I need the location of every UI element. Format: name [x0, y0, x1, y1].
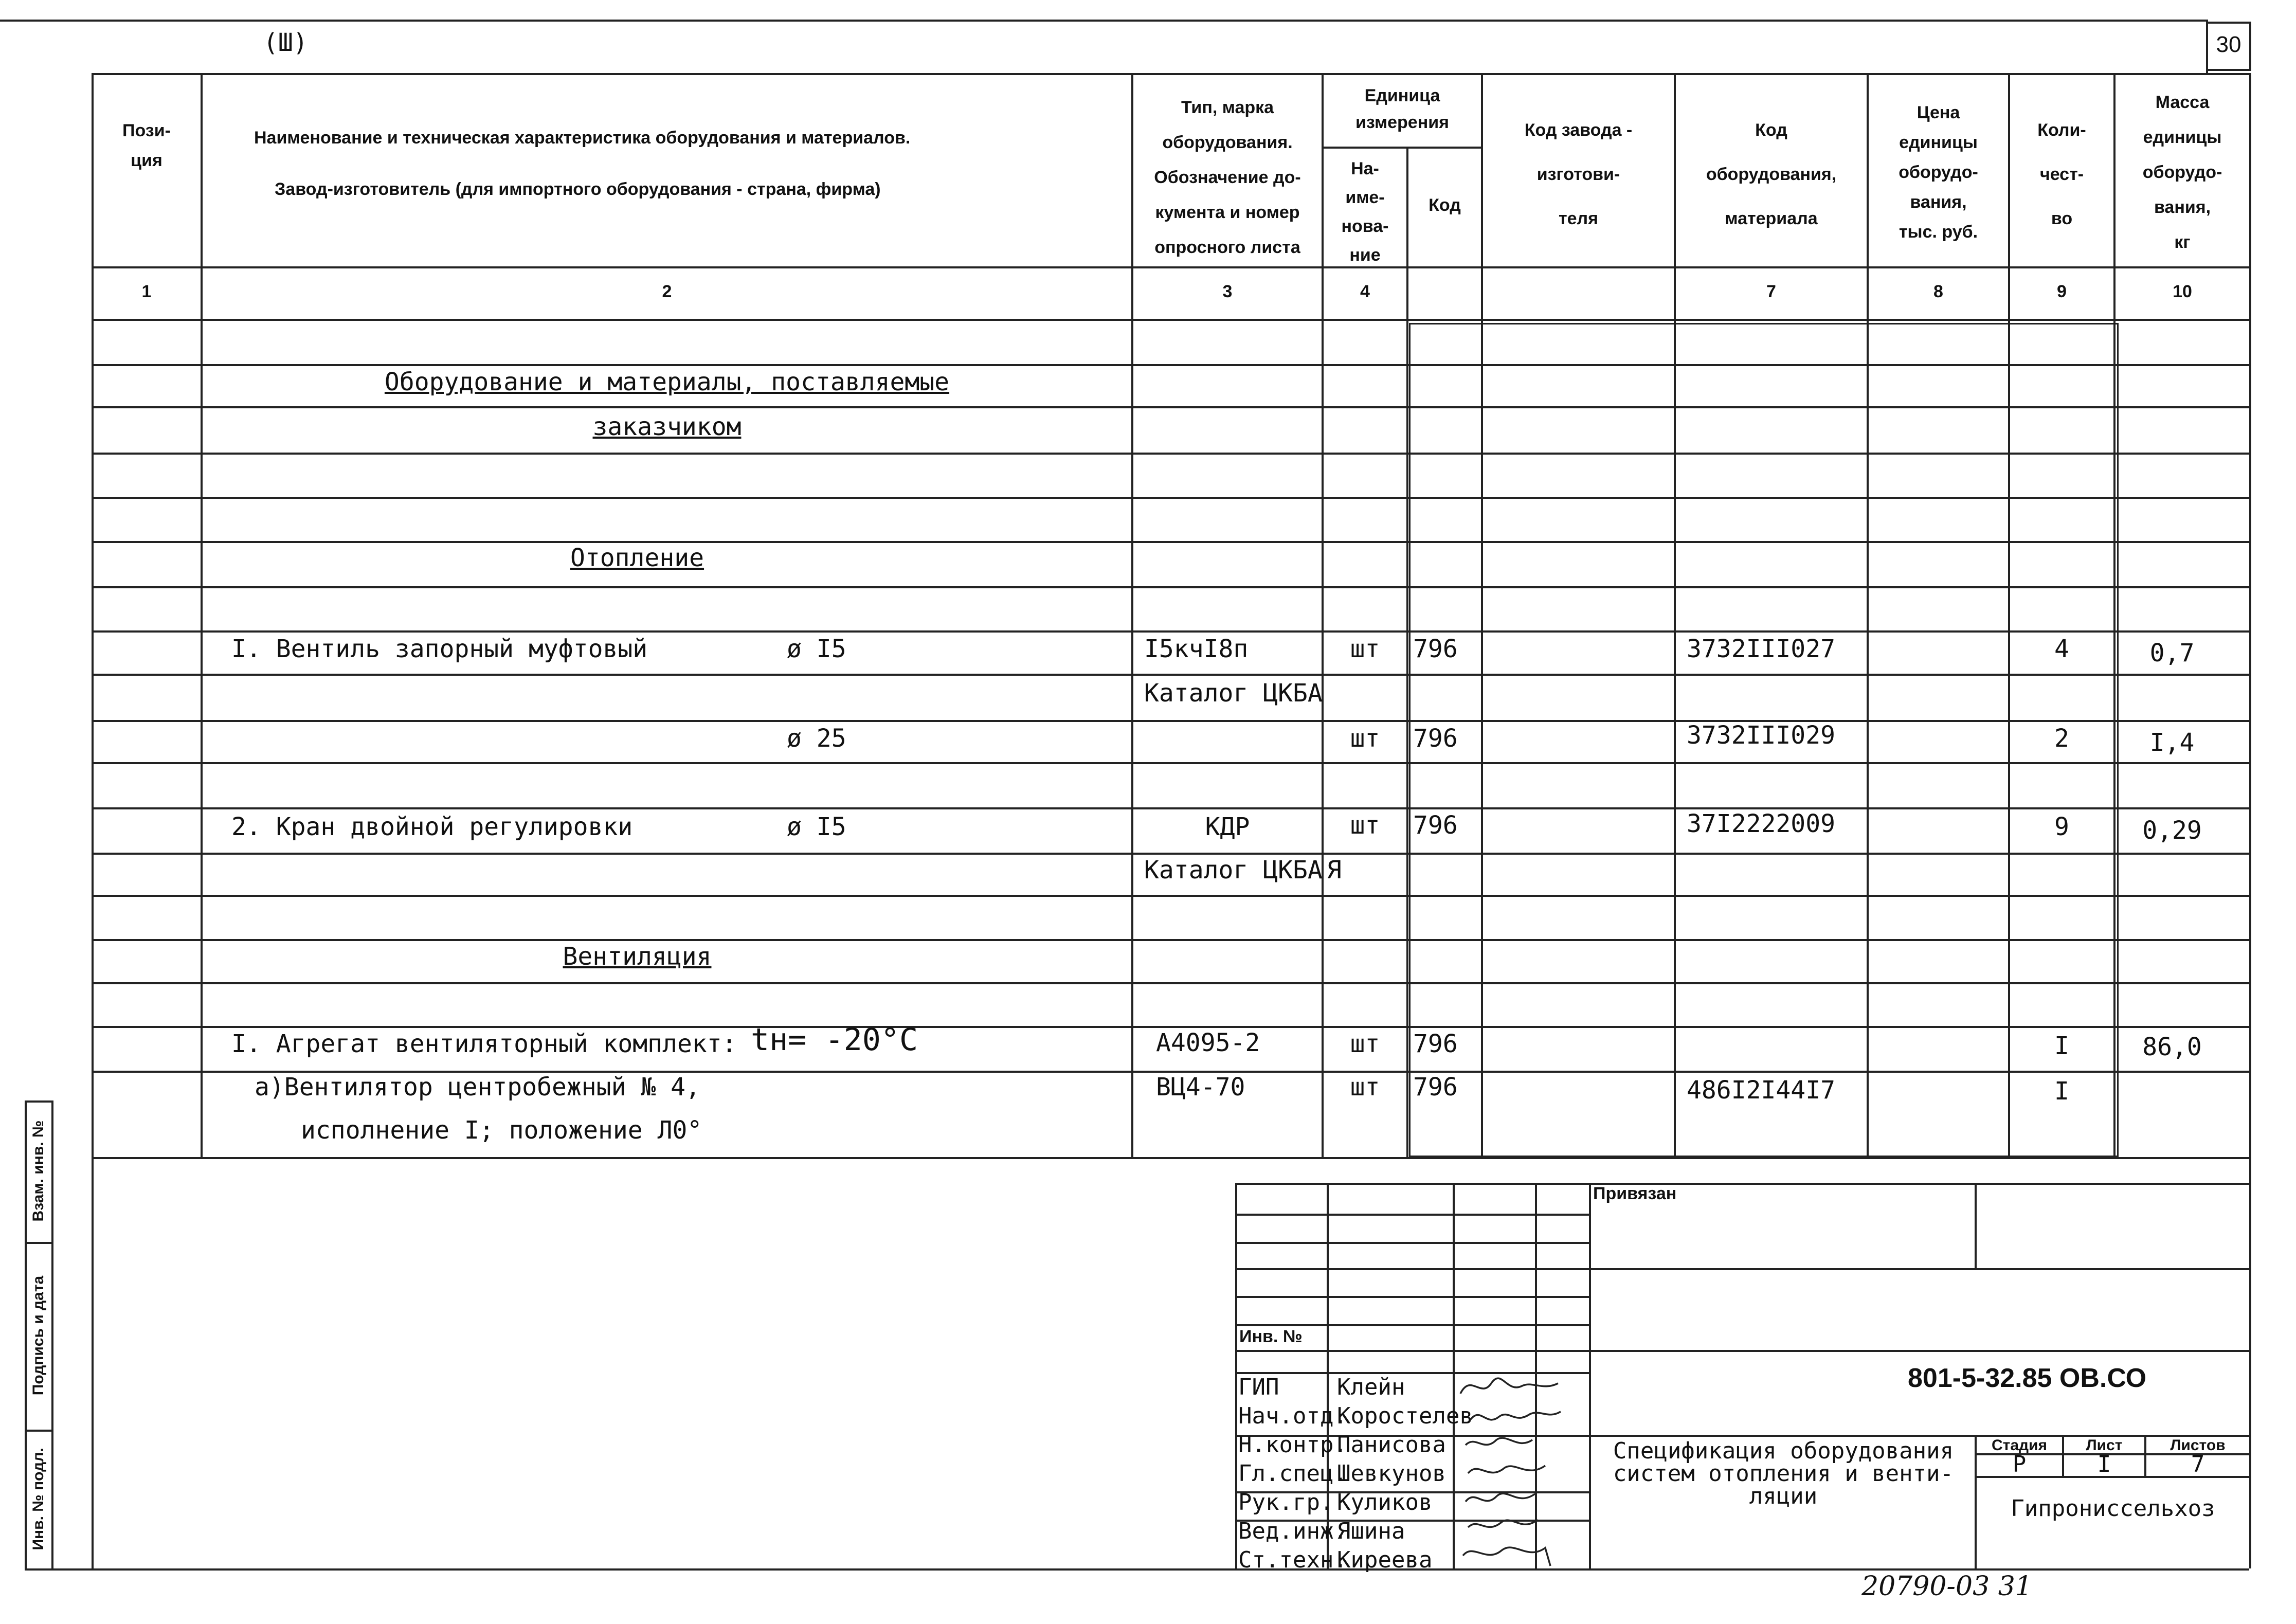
row4-unit: шт	[1350, 811, 1380, 840]
side-label-replacement-inv: Взам. инв. №	[30, 1120, 47, 1222]
row4-name: 2. Кран двойной регулировки	[231, 813, 633, 841]
stamp-organization: Гипрониссельхоз	[2011, 1495, 2215, 1522]
section-title-line2: заказчиком	[592, 412, 742, 441]
stamp-names: Клейн Коростелев Панисова Шевкунов Куликов Яшина Киреева	[1337, 1374, 1473, 1573]
row1-type: I5кчI8п	[1144, 635, 1249, 663]
stamp-inv-no: Инв. №	[1239, 1327, 1303, 1346]
stamp-sheet: I	[2097, 1451, 2111, 1477]
header-unit-name: На- име- нова- ние	[1341, 159, 1389, 265]
row1-name: I. Вентиль запорный муфтовый	[231, 635, 648, 663]
stamp-sheet-label: Лист	[2086, 1437, 2123, 1454]
sheet-label: (Ш)	[263, 28, 308, 57]
footer-archive-number: 20790-03 31	[1861, 1571, 2032, 1602]
header-name: Наименование и техническая характеристика оборудования и материалов. Завод-изготовитель (для импортного оборудования - страна, фирма)	[254, 128, 911, 199]
row7-unit-code: 796	[1413, 1073, 1458, 1102]
row1-diameter: ø I5	[787, 635, 846, 663]
heating-title: Отопление	[570, 544, 704, 572]
stamp-sheets: 7	[2191, 1451, 2205, 1477]
stamp-stage-label: Стадия	[1991, 1437, 2048, 1454]
row1-quantity: 4	[2054, 635, 2069, 663]
row6-quantity: I	[2054, 1032, 2069, 1060]
row6-unit-code: 796	[1413, 1030, 1458, 1058]
row7-type: ВЦ4-70	[1156, 1073, 1245, 1102]
header-quantity: Коли- чест- во	[2037, 120, 2086, 228]
row7-unit: шт	[1350, 1073, 1380, 1102]
header-type: Тип, марка оборудования. Обозначение до- кумента и номер опросного листа	[1154, 98, 1301, 257]
header-price: Цена единицы оборудо- вания, тыс. руб.	[1899, 103, 1978, 242]
header-position: Пози- ция	[122, 121, 171, 170]
stamp-roles: ГИП Нач.отд. Н.контр. Гл.спец. Рук.гр. Вед.инж. Ст.техн.	[1238, 1374, 1347, 1573]
row3-unit: шт	[1350, 724, 1380, 753]
row4-type: КДР	[1205, 813, 1250, 841]
side-label-original-inv: Инв. № подл.	[30, 1448, 47, 1550]
row4-material-code: 37I2222009	[1687, 809, 1835, 838]
row1-unit-code: 796	[1413, 635, 1458, 663]
header-mass: Масса единицы оборудо- вания, кг	[2142, 93, 2222, 252]
row6-temperature: tн= -20°С	[751, 1022, 918, 1058]
row4-quantity: 9	[2054, 813, 2069, 841]
header-unit-code: Код	[1429, 195, 1461, 215]
page-number: 30	[2216, 32, 2241, 57]
row1-material-code: 3732III027	[1687, 635, 1835, 663]
stamp-document-title: Спецификация оборудования систем отопления и венти- ляции	[1613, 1438, 1954, 1509]
row7-material-code: 486I2I44I7	[1687, 1076, 1835, 1105]
row3-unit-code: 796	[1413, 724, 1458, 753]
row3-mass: I,4	[2149, 728, 2195, 757]
row6-unit: шт	[1350, 1030, 1380, 1058]
row8-name: исполнение I; положение Л0°	[301, 1116, 702, 1145]
row6-type: А4095-2	[1156, 1028, 1260, 1057]
section-title-line1: Оборудование и материалы, поставляемые	[384, 368, 950, 396]
header-material-code: Код оборудования, материала	[1706, 120, 1837, 228]
ventilation-title: Вентиляция	[563, 942, 712, 971]
row1-mass: 0,7	[2149, 639, 2195, 667]
stamp-stage: Р	[2012, 1451, 2027, 1477]
row5-unit: Я	[1327, 856, 1342, 885]
row1-unit: шт	[1350, 635, 1380, 663]
row4-unit-code: 796	[1413, 811, 1458, 840]
row4-mass: 0,29	[2142, 816, 2202, 845]
row3-quantity: 2	[2054, 724, 2069, 753]
stamp-sheets-label: Листов	[2170, 1437, 2226, 1454]
stamp-privyazan: Привязан	[1593, 1184, 1677, 1203]
header-unit-group: Единица измерения	[1355, 86, 1449, 132]
side-label-signature-date: Подпись и дата	[30, 1275, 47, 1396]
row2-type: Каталог ЦКБА	[1144, 679, 1323, 708]
row3-material-code: 3732III029	[1687, 721, 1835, 750]
row7-quantity: I	[2054, 1077, 2069, 1106]
row3-diameter: ø 25	[787, 724, 846, 753]
header-factory-code: Код завода - изготови- теля	[1524, 120, 1633, 228]
row7-name: а)Вентилятор центробежный № 4,	[255, 1073, 700, 1102]
row6-name: I. Агрегат вентиляторный комплект:	[231, 1030, 737, 1058]
stamp-doc-code: 801-5-32.85 ОВ.СО	[1908, 1363, 2147, 1393]
row6-mass: 86,0	[2142, 1033, 2202, 1061]
row5-type: Каталог ЦКБА	[1144, 856, 1323, 885]
row4-diameter: ø I5	[787, 813, 846, 841]
